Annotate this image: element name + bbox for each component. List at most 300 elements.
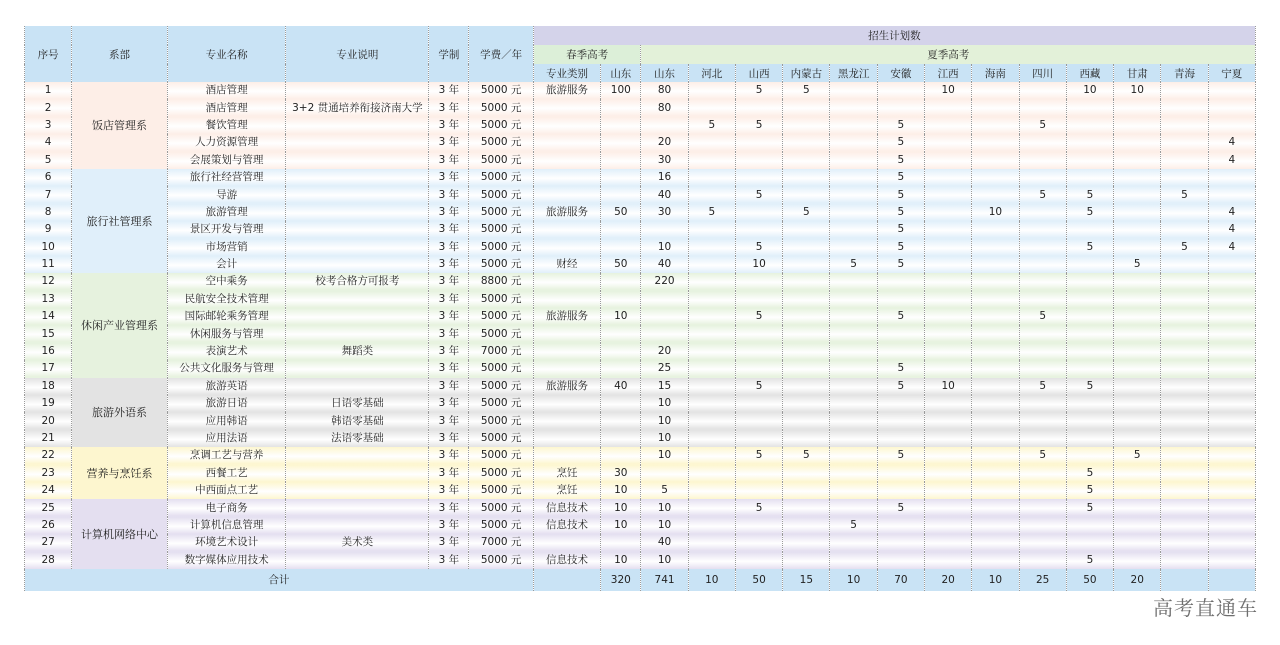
duration: 3 年 (429, 482, 469, 499)
province-count: 5 (877, 117, 924, 134)
province-count: 5 (641, 482, 688, 499)
province-count: 10 (925, 82, 972, 99)
province-count (688, 239, 735, 256)
table-row (25, 117, 1256, 134)
province-count (1019, 256, 1066, 273)
province-count (688, 360, 735, 377)
major-note (286, 291, 429, 308)
province-count (1066, 343, 1113, 360)
province-count (877, 482, 924, 499)
province-count (688, 395, 735, 412)
province-count: 20 (641, 134, 688, 151)
province-count (925, 308, 972, 325)
province-count (1114, 169, 1161, 186)
major-note (286, 186, 429, 203)
tuition: 5000 元 (469, 482, 533, 499)
province-count (1208, 82, 1255, 99)
duration: 3 年 (429, 273, 469, 290)
table-row (25, 430, 1256, 447)
header-province: 安徽 (877, 64, 924, 82)
province-count (735, 552, 782, 569)
province-count (735, 152, 782, 169)
major-name: 计算机信息管理 (167, 517, 286, 534)
row-seq: 13 (25, 291, 72, 308)
spring-shandong-count: 50 (601, 204, 641, 221)
major-note (286, 221, 429, 238)
spring-category (533, 169, 600, 186)
province-count (1208, 447, 1255, 464)
province-count (641, 308, 688, 325)
province-count (925, 117, 972, 134)
major-name: 会展策划与管理 (167, 152, 286, 169)
major-name: 国际邮轮乘务管理 (167, 308, 286, 325)
province-count: 80 (641, 82, 688, 99)
spring-shandong-count: 100 (601, 82, 641, 99)
row-seq: 25 (25, 499, 72, 516)
province-count (1114, 204, 1161, 221)
province-count (641, 465, 688, 482)
province-count (972, 273, 1019, 290)
spring-shandong-count (601, 117, 641, 134)
province-count (1019, 534, 1066, 551)
province-count (972, 430, 1019, 447)
major-note: 舞蹈类 (286, 343, 429, 360)
province-count (641, 221, 688, 238)
province-count (925, 134, 972, 151)
province-count (1114, 221, 1161, 238)
province-count (877, 325, 924, 342)
province-count (1208, 186, 1255, 203)
totals-province-count: 25 (1019, 569, 1066, 591)
province-count (1208, 378, 1255, 395)
province-count (925, 204, 972, 221)
spring-category: 信息技术 (533, 517, 600, 534)
province-count (1114, 273, 1161, 290)
province-count (1066, 447, 1113, 464)
province-count: 5 (1066, 239, 1113, 256)
tuition: 5000 元 (469, 552, 533, 569)
table-row (25, 221, 1256, 238)
header-province: 青海 (1161, 64, 1208, 82)
province-count (1161, 412, 1208, 429)
province-count (735, 169, 782, 186)
province-count (1114, 499, 1161, 516)
tuition: 5000 元 (469, 360, 533, 377)
province-count (925, 552, 972, 569)
province-count: 5 (735, 117, 782, 134)
province-count (830, 152, 877, 169)
province-count (1208, 395, 1255, 412)
province-count (1019, 465, 1066, 482)
province-count (877, 465, 924, 482)
table-row (25, 499, 1256, 516)
province-count (1161, 82, 1208, 99)
province-count (830, 134, 877, 151)
province-count: 5 (1161, 186, 1208, 203)
province-count (688, 447, 735, 464)
major-name: 中西面点工艺 (167, 482, 286, 499)
province-count (1161, 99, 1208, 116)
province-count (783, 360, 830, 377)
province-count (1066, 395, 1113, 412)
province-count (877, 412, 924, 429)
province-count (830, 482, 877, 499)
province-count (877, 291, 924, 308)
province-count (735, 395, 782, 412)
major-note (286, 499, 429, 516)
header-major-note: 专业说明 (286, 26, 429, 82)
major-name: 公共文化服务与管理 (167, 360, 286, 377)
province-count (1066, 325, 1113, 342)
header-summer-exam: 夏季高考 (641, 45, 1256, 64)
province-count (1019, 552, 1066, 569)
major-note (286, 134, 429, 151)
duration: 3 年 (429, 465, 469, 482)
province-count: 4 (1208, 239, 1255, 256)
province-count (830, 534, 877, 551)
tuition: 5000 元 (469, 412, 533, 429)
province-count: 10 (735, 256, 782, 273)
table-row (25, 273, 1256, 290)
duration: 3 年 (429, 99, 469, 116)
tuition: 5000 元 (469, 395, 533, 412)
province-count (1208, 256, 1255, 273)
major-note (286, 256, 429, 273)
province-count: 10 (641, 517, 688, 534)
province-count: 5 (877, 360, 924, 377)
header-spring-exam: 春季高考 (533, 45, 641, 64)
province-count (877, 430, 924, 447)
spring-category (533, 117, 600, 134)
enrollment-plan-table-container (24, 26, 1256, 591)
province-count (1066, 517, 1113, 534)
duration: 3 年 (429, 291, 469, 308)
totals-province-count: 50 (735, 569, 782, 591)
province-count (783, 517, 830, 534)
department-name: 休闲产业管理系 (72, 273, 168, 377)
header-province: 江西 (925, 64, 972, 82)
province-count (1161, 430, 1208, 447)
tuition: 7000 元 (469, 343, 533, 360)
spring-category (533, 291, 600, 308)
major-note: 日语零基础 (286, 395, 429, 412)
province-count (1161, 499, 1208, 516)
province-count (1066, 308, 1113, 325)
row-seq: 2 (25, 99, 72, 116)
major-name: 烹调工艺与营养 (167, 447, 286, 464)
province-count (1161, 134, 1208, 151)
spring-category (533, 325, 600, 342)
province-count: 20 (641, 343, 688, 360)
tuition: 5000 元 (469, 117, 533, 134)
province-count: 10 (641, 447, 688, 464)
row-seq: 22 (25, 447, 72, 464)
spring-category (533, 395, 600, 412)
major-name: 民航安全技术管理 (167, 291, 286, 308)
spring-category (533, 152, 600, 169)
province-count (877, 273, 924, 290)
province-count (735, 517, 782, 534)
duration: 3 年 (429, 256, 469, 273)
province-count (830, 239, 877, 256)
province-count (1114, 343, 1161, 360)
province-count (688, 273, 735, 290)
province-count (783, 552, 830, 569)
province-count (1114, 465, 1161, 482)
major-name: 应用韩语 (167, 412, 286, 429)
province-count (783, 308, 830, 325)
province-count (688, 465, 735, 482)
province-count (1161, 395, 1208, 412)
header-department: 系部 (72, 26, 168, 82)
province-count (1019, 99, 1066, 116)
table-row (25, 447, 1256, 464)
table-row (25, 308, 1256, 325)
spring-category: 信息技术 (533, 499, 600, 516)
province-count (1161, 447, 1208, 464)
province-count: 5 (735, 239, 782, 256)
table-row (25, 552, 1256, 569)
province-count (972, 343, 1019, 360)
spring-shandong-count (601, 273, 641, 290)
province-count (688, 256, 735, 273)
major-note (286, 239, 429, 256)
province-count (688, 152, 735, 169)
duration: 3 年 (429, 204, 469, 221)
province-count: 10 (1066, 82, 1113, 99)
major-name: 会计 (167, 256, 286, 273)
province-count (972, 256, 1019, 273)
province-count (830, 465, 877, 482)
province-count (925, 499, 972, 516)
major-name: 表演艺术 (167, 343, 286, 360)
header-tuition: 学费／年 (469, 26, 533, 82)
province-count (1161, 221, 1208, 238)
province-count: 5 (1066, 186, 1113, 203)
province-count (1208, 308, 1255, 325)
province-count (1066, 117, 1113, 134)
province-count (1208, 169, 1255, 186)
header-enrollment-plan: 招生计划数 (533, 26, 1255, 45)
province-count (1161, 482, 1208, 499)
spring-shandong-count (601, 430, 641, 447)
major-name: 空中乘务 (167, 273, 286, 290)
department-name: 旅行社管理系 (72, 169, 168, 273)
tuition: 5000 元 (469, 499, 533, 516)
province-count (1161, 517, 1208, 534)
tuition: 5000 元 (469, 517, 533, 534)
province-count (735, 204, 782, 221)
totals-row (25, 569, 1256, 591)
province-count (1019, 169, 1066, 186)
province-count (1066, 291, 1113, 308)
province-count: 10 (641, 552, 688, 569)
province-count: 5 (830, 256, 877, 273)
totals-province-count: 15 (783, 569, 830, 591)
row-seq: 9 (25, 221, 72, 238)
province-count (1208, 273, 1255, 290)
table-row (25, 186, 1256, 203)
province-count (783, 186, 830, 203)
tuition: 5000 元 (469, 82, 533, 99)
province-count: 5 (783, 204, 830, 221)
province-count: 5 (735, 186, 782, 203)
spring-category: 财经 (533, 256, 600, 273)
totals-province-count: 50 (1066, 569, 1113, 591)
duration: 3 年 (429, 360, 469, 377)
province-count: 5 (1066, 204, 1113, 221)
province-count (1114, 239, 1161, 256)
province-count: 5 (877, 378, 924, 395)
province-count: 5 (877, 447, 924, 464)
province-count (1161, 256, 1208, 273)
table-row (25, 395, 1256, 412)
spring-category: 旅游服务 (533, 82, 600, 99)
row-seq: 17 (25, 360, 72, 377)
tuition: 5000 元 (469, 447, 533, 464)
province-count (1114, 99, 1161, 116)
province-count (783, 239, 830, 256)
province-count (1019, 221, 1066, 238)
province-count (1019, 412, 1066, 429)
province-count (1161, 325, 1208, 342)
department-name: 饭店管理系 (72, 82, 168, 169)
province-count (688, 412, 735, 429)
province-count (735, 412, 782, 429)
province-count (830, 343, 877, 360)
major-note (286, 447, 429, 464)
table-row (25, 482, 1256, 499)
major-name: 电子商务 (167, 499, 286, 516)
row-seq: 14 (25, 308, 72, 325)
major-name: 数字媒体应用技术 (167, 552, 286, 569)
province-count (972, 117, 1019, 134)
province-count: 40 (641, 534, 688, 551)
province-count (830, 412, 877, 429)
province-count: 5 (1019, 308, 1066, 325)
province-count (830, 82, 877, 99)
province-count (925, 465, 972, 482)
duration: 3 年 (429, 169, 469, 186)
spring-shandong-count (601, 152, 641, 169)
province-count (1019, 239, 1066, 256)
province-count (783, 395, 830, 412)
spring-shandong-count (601, 325, 641, 342)
province-count (641, 117, 688, 134)
province-count (1161, 308, 1208, 325)
province-count (735, 273, 782, 290)
province-count (925, 256, 972, 273)
major-name: 人力资源管理 (167, 134, 286, 151)
table-row (25, 465, 1256, 482)
province-count (972, 221, 1019, 238)
province-count (925, 517, 972, 534)
province-count (972, 499, 1019, 516)
duration: 3 年 (429, 117, 469, 134)
table-row (25, 325, 1256, 342)
province-count (1019, 291, 1066, 308)
province-count (830, 99, 877, 116)
major-note: 3+2 贯通培养衔接济南大学 (286, 99, 429, 116)
totals-province-count (1208, 569, 1255, 591)
province-count (1066, 152, 1113, 169)
province-count (972, 152, 1019, 169)
spring-shandong-count (601, 343, 641, 360)
province-count (1019, 325, 1066, 342)
province-count (1161, 465, 1208, 482)
province-count (1066, 256, 1113, 273)
duration: 3 年 (429, 395, 469, 412)
tuition: 5000 元 (469, 378, 533, 395)
table-row (25, 291, 1256, 308)
province-count (1161, 360, 1208, 377)
row-seq: 20 (25, 412, 72, 429)
province-count: 5 (877, 152, 924, 169)
province-count (1019, 430, 1066, 447)
province-count (783, 465, 830, 482)
province-count: 40 (641, 186, 688, 203)
duration: 3 年 (429, 239, 469, 256)
header-duration: 学制 (429, 26, 469, 82)
province-count (925, 169, 972, 186)
province-count (830, 395, 877, 412)
table-row (25, 343, 1256, 360)
province-count (972, 325, 1019, 342)
province-count (1161, 204, 1208, 221)
province-count (783, 430, 830, 447)
province-count (1208, 534, 1255, 551)
province-count (925, 291, 972, 308)
province-count (972, 447, 1019, 464)
province-count (925, 99, 972, 116)
province-count (1114, 186, 1161, 203)
row-seq: 18 (25, 378, 72, 395)
province-count: 5 (1066, 552, 1113, 569)
province-count (1114, 552, 1161, 569)
province-count: 5 (1019, 378, 1066, 395)
province-count (688, 482, 735, 499)
province-count (1161, 534, 1208, 551)
duration: 3 年 (429, 152, 469, 169)
province-count (1066, 430, 1113, 447)
province-count (830, 378, 877, 395)
province-count (1114, 430, 1161, 447)
spring-category (533, 447, 600, 464)
spring-shandong-count: 50 (601, 256, 641, 273)
province-count (877, 82, 924, 99)
province-count (830, 204, 877, 221)
table-row (25, 517, 1256, 534)
spring-category (533, 534, 600, 551)
province-count (1066, 273, 1113, 290)
province-count (688, 221, 735, 238)
province-count (735, 325, 782, 342)
province-count (1114, 395, 1161, 412)
province-count (925, 430, 972, 447)
province-count (1019, 134, 1066, 151)
duration: 3 年 (429, 378, 469, 395)
table-row (25, 256, 1256, 273)
province-count (688, 186, 735, 203)
header-major: 专业名称 (167, 26, 286, 82)
province-count (1161, 117, 1208, 134)
province-count (783, 412, 830, 429)
row-seq: 11 (25, 256, 72, 273)
major-note (286, 517, 429, 534)
province-count (1208, 552, 1255, 569)
province-count (830, 273, 877, 290)
duration: 3 年 (429, 499, 469, 516)
